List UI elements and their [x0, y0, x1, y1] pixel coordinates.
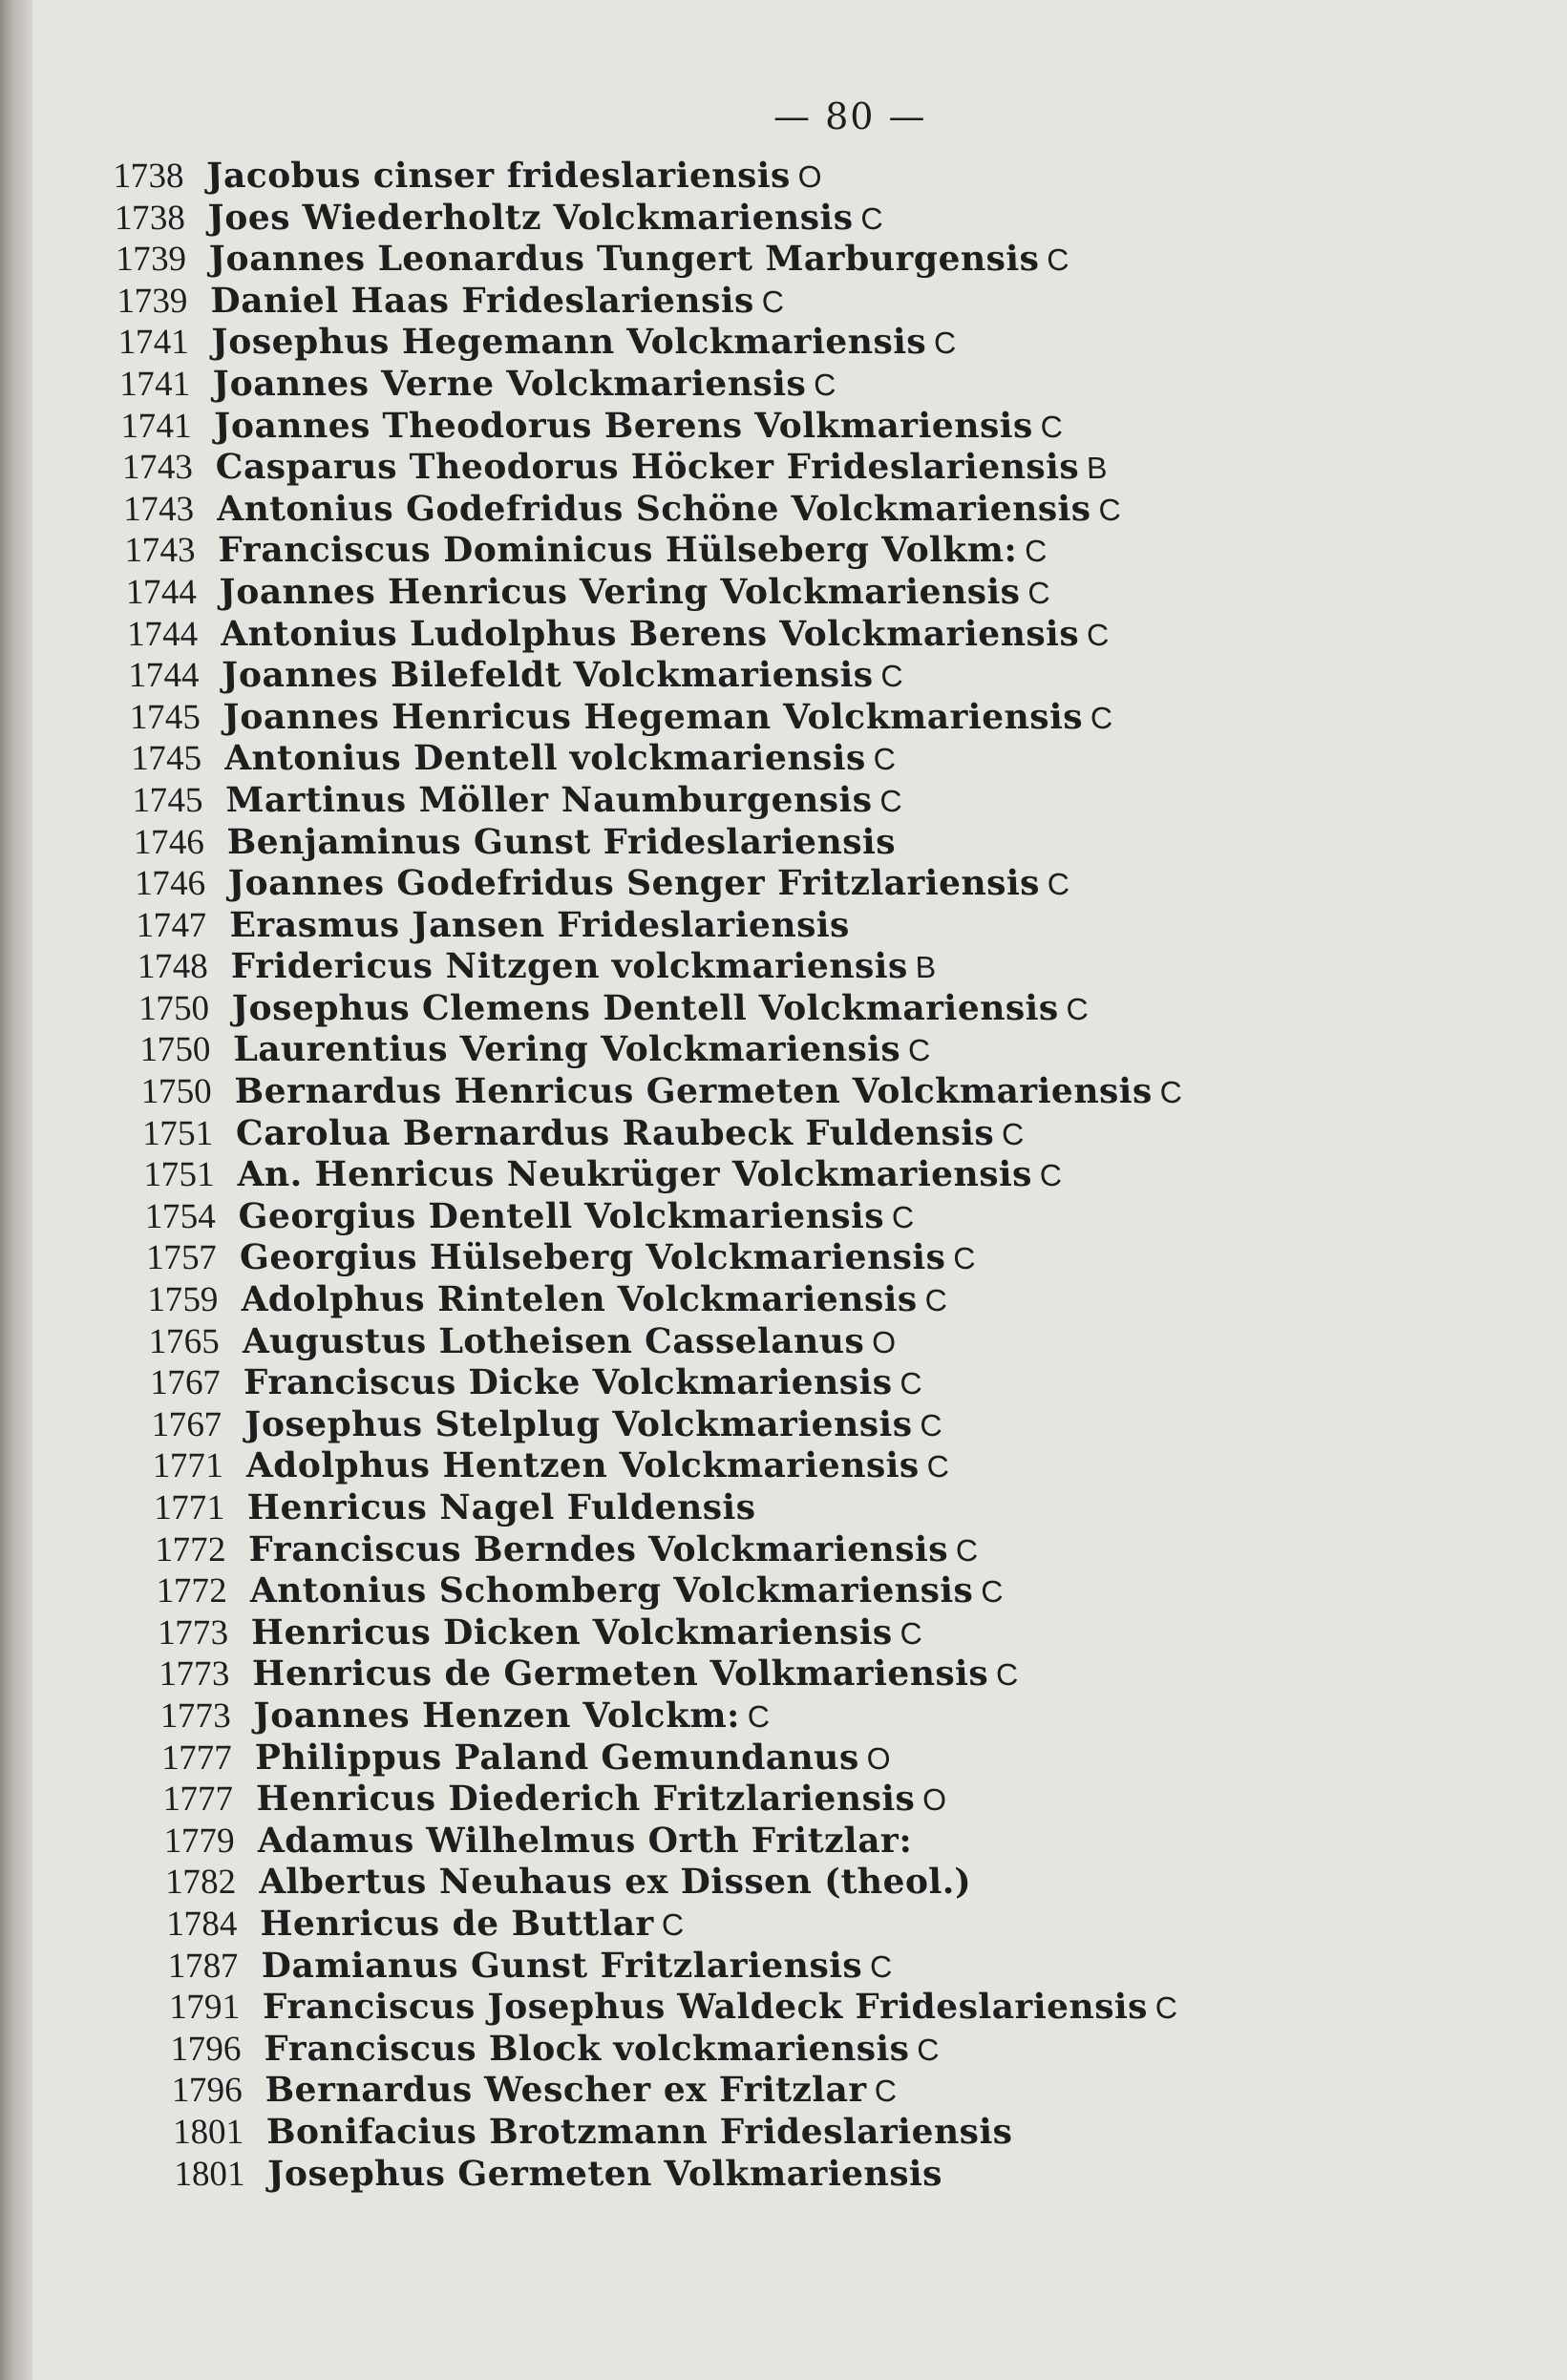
register-entry [157, 1612, 1399, 1654]
entry-name: Josephus Stelplug Volckmariensis [244, 1403, 913, 1444]
entry-name: Bernardus Henricus Germeten Volckmariensis [234, 1071, 1154, 1112]
entry-mark: O [866, 1740, 892, 1776]
entry-year: 1743 [123, 531, 197, 571]
entry-mark: C [899, 1366, 923, 1401]
register-entry [113, 156, 1355, 198]
register-entry [114, 198, 1356, 240]
entry-name: Daniel Haas Frideslariensis [209, 280, 755, 321]
entry-year: 1751 [141, 1113, 214, 1153]
entry-name: Franciscus Dominicus Hülseberg Volkm: [217, 530, 1018, 571]
entry-year: 1772 [154, 1529, 226, 1569]
entry-name: Damianus Gunst Fritzlariensis [261, 1945, 863, 1986]
entry-mark: C [1024, 534, 1048, 569]
entry-name: Erasmus Jansen Frideslariensis [228, 904, 851, 945]
register-entry [162, 1779, 1405, 1821]
entry-mark: C [869, 1948, 893, 1984]
entry-mark: C [891, 1199, 915, 1234]
book-binding-edge [0, 0, 32, 2380]
entry-name: Josephus Clemens Dentell Volckmariensis [231, 987, 1060, 1028]
entry-name: Antonius Schomberg Volckmariensis [249, 1570, 974, 1611]
entry-name: Antonius Dentell volckmariensis [223, 738, 867, 779]
register-entry [132, 780, 1374, 822]
entry-mark: C [907, 1033, 931, 1068]
entry-mark: C [926, 1449, 950, 1485]
entry-name: Georgius Dentell Volckmariensis [238, 1195, 885, 1236]
entry-mark: B [1086, 451, 1108, 486]
entry-name: Joannes Godefridus Senger Fritzlariensis [227, 863, 1041, 904]
entry-year: 1750 [138, 1030, 211, 1070]
entry-name: Bonifacius Brotzmann Frideslariensis [265, 2111, 1013, 2152]
entry-year: 1741 [119, 406, 193, 446]
register-entry [118, 364, 1361, 406]
entry-mark: C [661, 1906, 685, 1942]
entry-name: Joes Wiederholtz Volckmariensis [207, 197, 855, 238]
entry-year: 1743 [122, 489, 195, 529]
entry-year: 1745 [130, 739, 202, 779]
entry-name: Franciscus Josephus Waldeck Frideslariensis [262, 1987, 1149, 2028]
entry-year: 1750 [138, 988, 210, 1028]
register-entry [126, 614, 1368, 656]
entry-name: Bernardus Wescher ex Fritzlar [265, 2070, 868, 2111]
register-entry [149, 1362, 1391, 1404]
entry-mark: C [995, 1657, 1019, 1693]
entry-mark: C [1090, 700, 1113, 735]
entry-name: Adolphus Hentzen Volckmariensis [245, 1445, 921, 1486]
entry-name: Franciscus Berndes Volckmariensis [247, 1528, 949, 1569]
entry-year: 1771 [152, 1446, 224, 1486]
entry-year: 1741 [117, 323, 190, 363]
register-entry [155, 1529, 1397, 1571]
entry-year: 1738 [114, 198, 186, 238]
entry-year: 1745 [131, 780, 203, 820]
entry-year: 1748 [137, 947, 209, 987]
entry-name: Franciscus Dicke Volckmariensis [243, 1362, 894, 1403]
entry-name: Adolphus Rintelen Volckmariensis [240, 1279, 919, 1320]
register-entry [156, 1570, 1398, 1612]
register-entry [168, 1987, 1410, 2029]
entry-year: 1796 [169, 2029, 242, 2069]
entry-year: 1784 [165, 1904, 238, 1944]
register-entry [148, 1321, 1390, 1363]
register-entry [120, 406, 1363, 448]
entry-name: Josephus Germeten Volkmariensis [266, 2153, 943, 2194]
entry-name: Joannes Henzen Volckm: [253, 1695, 741, 1736]
entry-name: Augustus Lotheisen Casselanus [242, 1320, 865, 1361]
entry-year: 1765 [148, 1321, 221, 1361]
entry-name: Joannes Henricus Vering Volckmariensis [219, 571, 1021, 612]
entry-year: 1767 [149, 1363, 222, 1403]
register-entry [159, 1695, 1402, 1738]
entry-mark: C [1154, 1990, 1178, 2026]
register-entry [164, 1862, 1407, 1904]
entry-mark: C [1040, 409, 1064, 444]
entry-name: Henricus Nagel Fuldensis [246, 1487, 757, 1527]
entry-name: Adamus Wilhelmus Orth Fritzlar: [257, 1820, 913, 1861]
entry-name: Martinus Möller Naumburgensis [224, 779, 873, 820]
register-entries [113, 156, 1416, 2195]
entry-year: 1754 [144, 1196, 217, 1236]
entry-mark: C [1039, 1158, 1063, 1193]
entry-mark: C [900, 1615, 923, 1651]
entry-mark: C [980, 1574, 1004, 1610]
entry-mark: C [952, 1241, 976, 1276]
entry-name: Henricus Dicken Volckmariensis [250, 1611, 894, 1653]
entry-year: 1743 [121, 448, 194, 488]
page-number: — 80 — [773, 95, 927, 137]
entry-mark: C [879, 659, 904, 694]
entry-name: Jacobus cinser frideslariensis [205, 156, 792, 196]
entry-year: 1787 [167, 1946, 240, 1986]
register-entry [145, 1237, 1387, 1279]
entry-mark: C [919, 1407, 943, 1443]
register-entry [166, 1904, 1408, 1946]
entry-year: 1759 [146, 1280, 219, 1320]
entry-mark: O [797, 159, 823, 194]
entry-year: 1750 [140, 1072, 213, 1112]
entry-year: 1773 [157, 1612, 229, 1653]
entry-mark: B [915, 950, 937, 985]
entry-name: Josephus Hegemann Volckmariensis [211, 322, 927, 363]
entry-name: Joannes Henricus Hegeman Volckmariensis [222, 696, 1084, 737]
register-entry [138, 988, 1380, 1030]
entry-mark: C [916, 2032, 940, 2067]
entry-year: 1801 [173, 2154, 245, 2194]
entry-name: Henricus de Buttlar [259, 1903, 655, 1944]
entry-year: 1744 [127, 656, 201, 696]
entry-name: Joannes Leonardus Tungert Marburgensis [208, 239, 1040, 280]
register-entry [143, 1154, 1386, 1196]
entry-name: Henricus de Germeten Volkmariensis [251, 1653, 989, 1695]
entry-mark: C [1065, 991, 1090, 1026]
entry-name: Philippus Paland Gemundanus [254, 1737, 860, 1778]
entry-name: An. Henricus Neukrüger Volckmariensis [236, 1154, 1033, 1195]
register-entry [125, 572, 1367, 614]
entry-mark: C [873, 742, 897, 777]
register-entry [116, 281, 1359, 323]
entry-name: Joannes Verne Volckmariensis [212, 363, 807, 404]
entry-year: 1744 [125, 572, 198, 612]
entry-mark: C [1047, 867, 1070, 902]
entry-year: 1739 [116, 281, 189, 321]
register-entry [153, 1487, 1395, 1529]
entry-year: 1757 [145, 1238, 218, 1278]
register-entry [117, 322, 1360, 364]
entry-mark: C [933, 326, 957, 361]
entry-name: Joannes Theodorus Berens Volkmariensis [213, 405, 1034, 446]
entry-mark: O [871, 1324, 897, 1359]
entry-name: Casparus Theodorus Höcker Frideslariensis [215, 447, 1080, 488]
entry-year: 1773 [159, 1695, 232, 1736]
entry-name: Albertus Neuhaus ex Dissen (theol.) [258, 1862, 972, 1903]
register-entry [174, 2154, 1416, 2196]
entry-name: Fridericus Nitzgen volckmariensis [230, 946, 909, 987]
entry-year: 1738 [112, 157, 185, 196]
entry-mark: C [924, 1283, 948, 1318]
entry-year: 1777 [160, 1738, 233, 1778]
entry-mark: C [813, 367, 836, 402]
entry-year: 1777 [161, 1780, 234, 1820]
register-entry [160, 1738, 1403, 1780]
entry-mark: C [761, 284, 785, 319]
register-entry [172, 2112, 1414, 2154]
register-entry [124, 530, 1366, 572]
register-entry [159, 1653, 1401, 1695]
entry-mark: C [859, 200, 884, 236]
entry-name: Georgius Hülseberg Volckmariensis [239, 1237, 946, 1278]
entry-year: 1801 [172, 2112, 244, 2152]
register-entry [144, 1196, 1387, 1238]
register-entry [152, 1445, 1394, 1487]
entry-name: Benjaminus Gunst Frideslariensis [226, 821, 897, 862]
entry-year: 1745 [129, 697, 201, 737]
register-entry [140, 1071, 1383, 1113]
entry-year: 1771 [153, 1488, 225, 1527]
register-entry [147, 1279, 1389, 1321]
entry-year: 1779 [163, 1821, 236, 1861]
entry-year: 1772 [156, 1571, 228, 1611]
entry-year: 1796 [171, 2071, 244, 2111]
entry-year: 1747 [135, 905, 207, 945]
register-entry [167, 1946, 1409, 1988]
entry-name: Joannes Bilefeldt Volckmariensis [221, 655, 875, 696]
register-entry [133, 822, 1375, 864]
entry-name: Antonius Godefridus Schöne Volckmariensis [216, 488, 1092, 529]
entry-name: Henricus Diederich Fritzlariensis [255, 1779, 916, 1820]
entry-mark: C [1027, 575, 1051, 610]
register-entry [170, 2029, 1412, 2071]
entry-mark: C [955, 1532, 979, 1568]
entry-mark: C [747, 1698, 771, 1734]
entry-year: 1791 [168, 1988, 241, 2028]
entry-mark: C [1086, 617, 1110, 652]
entry-name: Antonius Ludolphus Berens Volckmariensis [220, 613, 1080, 654]
entry-year: 1746 [133, 822, 205, 862]
entry-mark: C [1097, 492, 1122, 527]
entry-year: 1767 [150, 1404, 222, 1444]
entry-year: 1744 [126, 614, 199, 654]
register-entry [137, 946, 1379, 988]
entry-year: 1751 [142, 1155, 215, 1195]
entry-mark: C [874, 2074, 898, 2109]
entry-year: 1746 [134, 864, 206, 904]
entry-name: Carolua Bernardus Raubeck Fuldensis [235, 1112, 995, 1153]
entry-mark: O [921, 1782, 947, 1818]
entry-mark: C [1001, 1116, 1025, 1151]
entry-year: 1739 [115, 240, 187, 280]
register-entry [129, 697, 1371, 739]
register-entry [163, 1821, 1406, 1863]
register-entry [151, 1404, 1393, 1446]
register-entry [121, 447, 1364, 489]
entry-name: Laurentius Vering Volckmariensis [232, 1029, 901, 1070]
register-entry [141, 1113, 1384, 1155]
register-entry [130, 738, 1372, 780]
entry-year: 1741 [118, 364, 191, 404]
register-entry [139, 1029, 1382, 1071]
register-entry [122, 489, 1365, 531]
entry-year: 1773 [158, 1654, 230, 1695]
register-entry [136, 905, 1378, 947]
register-entry [134, 863, 1376, 905]
entry-mark: C [879, 783, 903, 818]
entry-mark: C [1159, 1075, 1183, 1110]
register-entry [128, 655, 1370, 697]
register-entry [115, 239, 1357, 281]
entry-year: 1782 [164, 1863, 237, 1903]
entry-name: Franciscus Block volckmariensis [263, 2028, 910, 2069]
entry-mark: C [1046, 242, 1069, 278]
register-entry [171, 2070, 1413, 2112]
